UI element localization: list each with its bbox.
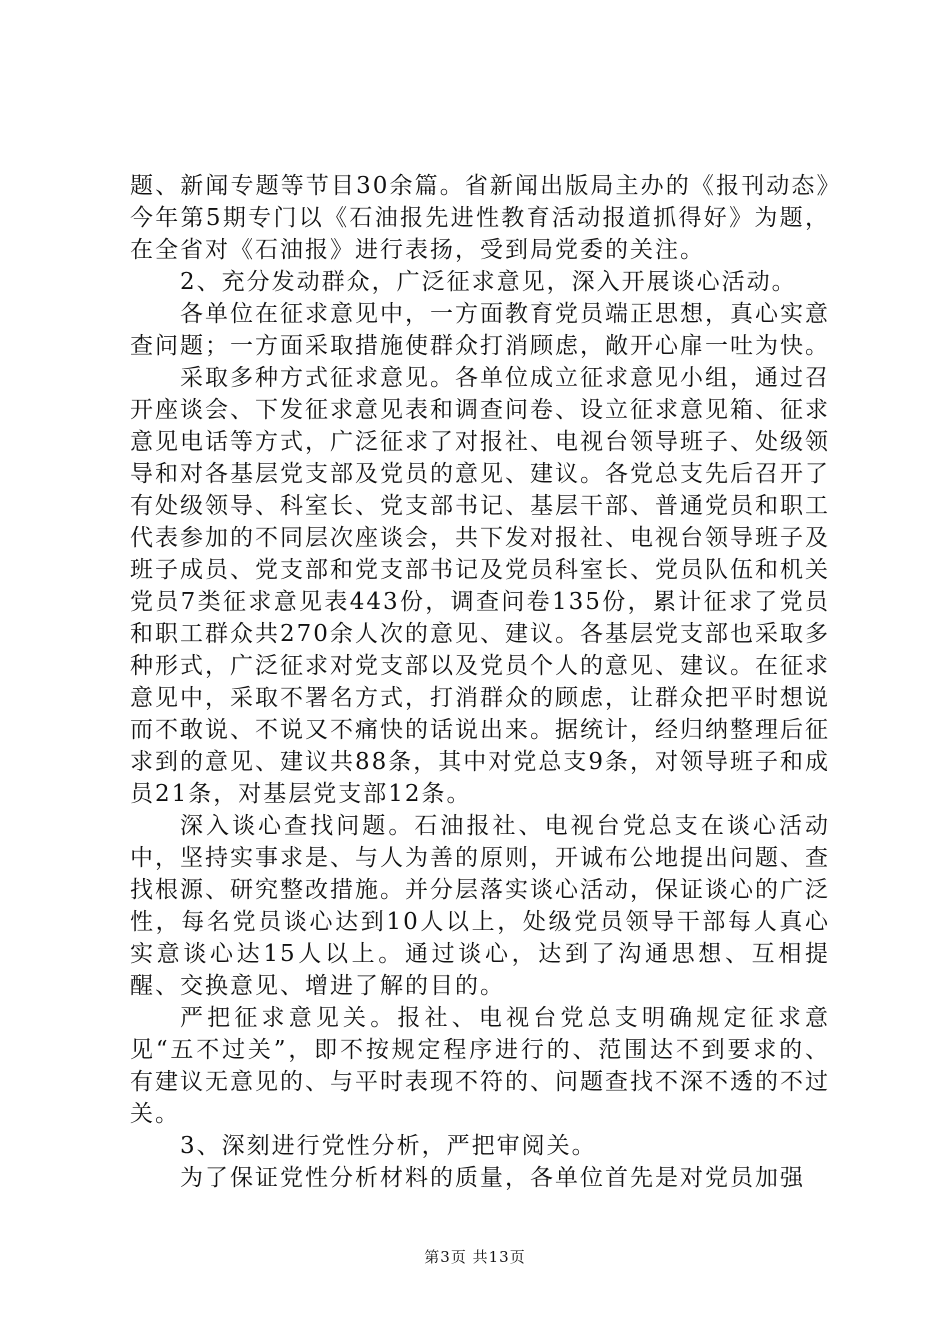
document-body (130, 170, 830, 1194)
paragraph-6: 严把征求意见关。报社、电视台党总支明确规定征求意见“五不过关”，即不按规定程序进行的、范围达不到要求的、有建议无意见的、与平时表现不符的、问题查找不深不透的不过关。 (130, 1005, 830, 1127)
paragraph-5: 深入谈心查找问题。石油报社、电视台党总支在谈心活动中，坚持实事求是、与人为善的原则，开诚布公地提出问题、查找根源、研究整改措施。并分层落实谈心活动，保证谈心的广泛性，每名党员谈心达到10人以上，处级党员领导干部每人真心实意谈心达15人以上。通过谈心，达到了沟通思想、互相提醒、交换意见、增进了解的目的。 (130, 813, 830, 999)
paragraph-1: 题、新闻专题等节目30余篇。省新闻出版局主办的《报刊动态》今年第5期专门以《石油报先进性教育活动报道抓得好》为题，在全省对《石油报》进行表扬，受到局党委的关注。 (130, 173, 830, 263)
page-footer: 第3页 共13页 (424, 1248, 526, 1266)
paragraph-8: 为了保证党性分析材料的质量，各单位首先是对党员加强 (180, 1165, 805, 1191)
section-heading-2: 2、充分发动群众，广泛征求意见，深入开展谈心活动。 (180, 269, 797, 295)
paragraph-4: 采取多种方式征求意见。各单位成立征求意见小组，通过召开座谈会、下发征求意见表和调查问卷、设立征求意见箱、征求意见电话等方式，广泛征求了对报社、电视台领导班子、处级领导和对各基层党支部及党员的意见、建议。各党总支先后召开了有处级领导、科室长、党支部书记、基层干部、普通党员和职工代表参加的不同层次座谈会，共下发对报社、电视台领导班子及班子成员、党支部和党支部书记及党员科室长、党员队伍和机关党员7类征求意见表443份，调查问卷135份，累计征求了党员和职工群众共270余人次的意见、建议。各基层党支部也采取多种形式，广泛征求对党支部以及党员个人的意见、建议。在征求意见中，采取不署名方式，打消群众的顾虑，让群众把平时想说而不敢说、不说又不痛快的话说出来。据统计，经归纳整理后征求到的意见、建议共88条，其中对党总支9条，对领导班子和成员21条，对基层党支部12条。 (130, 365, 830, 807)
paragraph-3: 各单位在征求意见中，一方面教育党员端正思想，真心实意查问题；一方面采取措施使群众打消顾虑，敞开心扉一吐为快。 (130, 301, 830, 359)
section-heading-3: 3、深刻进行党性分析，严把审阅关。 (180, 1133, 597, 1159)
